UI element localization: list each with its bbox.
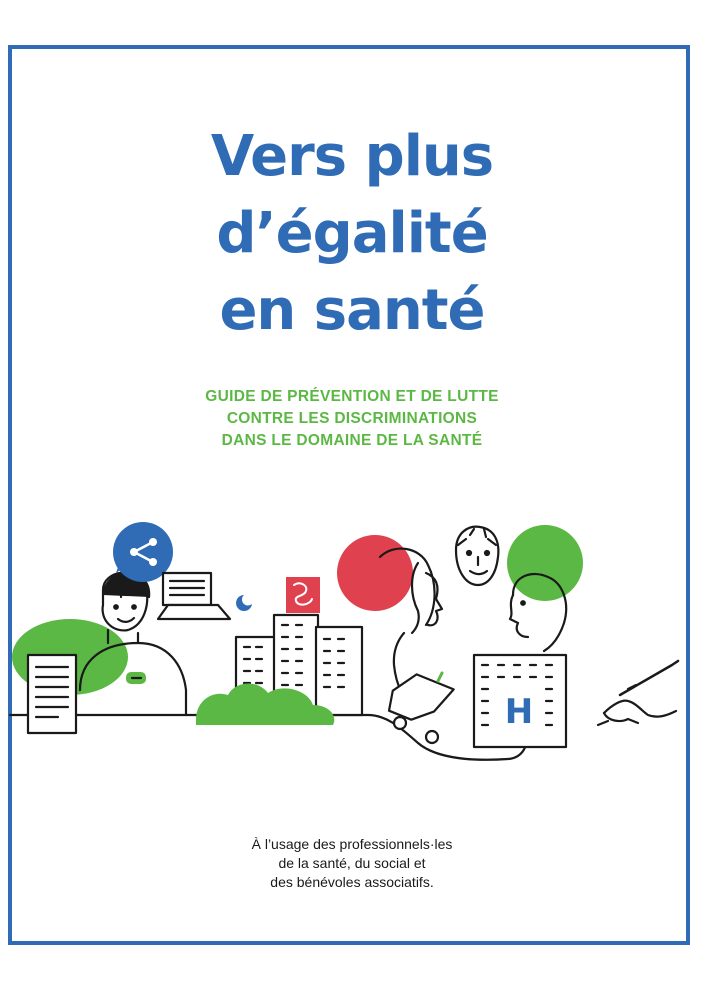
moon-icon xyxy=(236,595,252,611)
subtitle-line-2: CONTRE LES DISCRIMINATIONS xyxy=(226,410,478,427)
hospital-icon xyxy=(474,655,566,747)
cover-subtitle xyxy=(0,386,704,452)
hospital-sign: H xyxy=(504,692,534,732)
audience-line-3: des bénévoles associatifs. xyxy=(270,874,434,890)
title-line-3: en santé xyxy=(219,278,485,343)
spiral-icon xyxy=(286,577,320,613)
subtitle-line-3: DANS LE DOMAINE DE LA SANTÉ xyxy=(221,432,483,449)
title-line-1: Vers plus xyxy=(210,124,494,189)
health-illustration xyxy=(8,515,698,775)
ambulance-icon xyxy=(385,668,453,743)
laptop-icon xyxy=(158,573,230,619)
audience-line-2: de la santé, du social et xyxy=(278,855,426,871)
face-icon xyxy=(456,527,498,585)
subtitle-line-1: GUIDE DE PRÉVENTION ET DE LUTTE xyxy=(205,388,499,405)
audience-line-1: À l’usage des professionnels·les xyxy=(251,836,453,852)
cover-title xyxy=(0,118,704,349)
audience-note xyxy=(0,835,704,892)
document-icon xyxy=(28,655,76,733)
green-blob-right xyxy=(507,525,583,601)
pen-icon xyxy=(604,661,678,723)
title-line-2: d’égalité xyxy=(216,201,488,266)
red-blob xyxy=(337,535,413,611)
